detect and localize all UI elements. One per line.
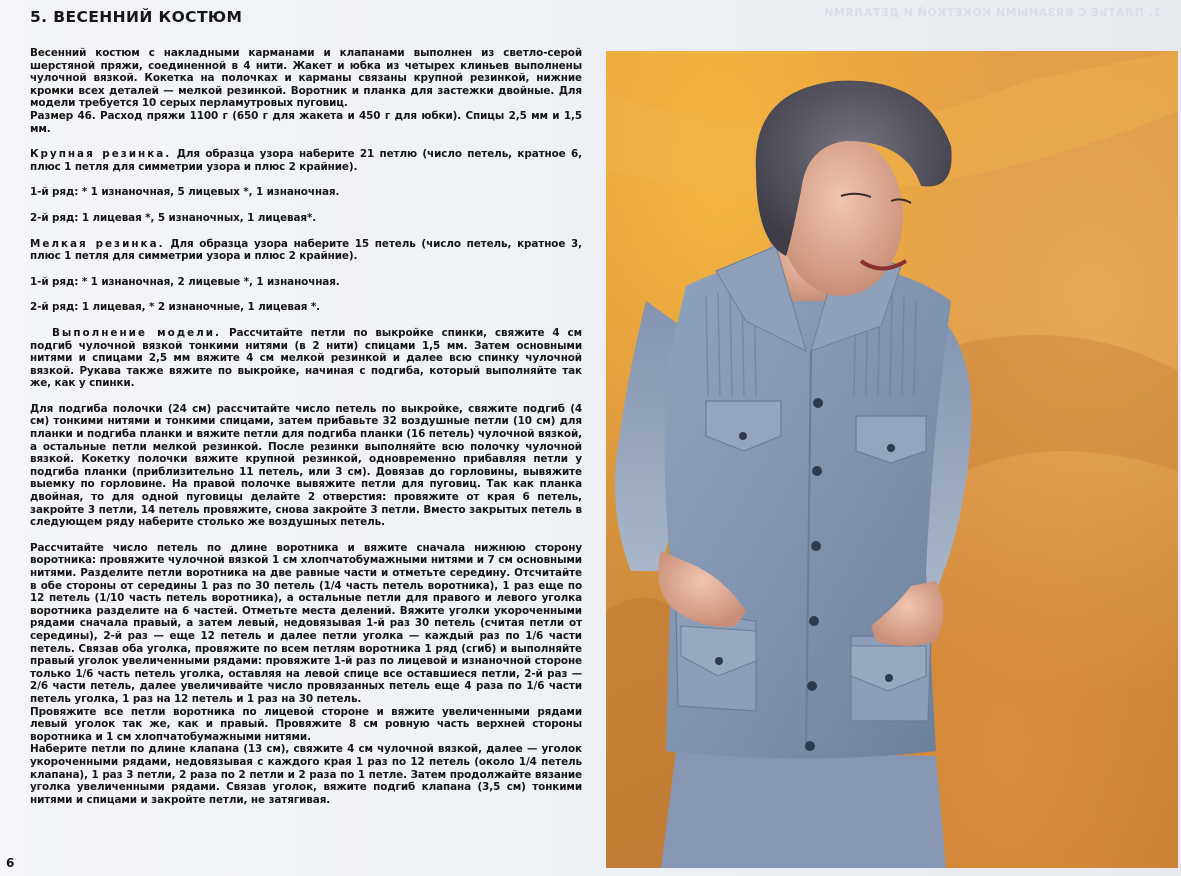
large-rib-term: Крупная резинка. bbox=[30, 148, 172, 161]
collar-paragraph-1: Рассчитайте число петель по длине воротника и вяжите сначала нижнюю сторону воротника: провяжите чулочной вязкой 1 см хлопчатобумажными нитями и 7 см основными нитями. Разделите петли воротника на две равные части и отметьте середину. Отсчитайте в обе стороны от середины 1 раз по 30 петель (1/4 часть петель воротника), 1 раз еще по 12 петель (1/10 часть петель воротника), а остальные петли для правого и левого уголка воротника разделите на 6 частей. Отметьте места делений. Вяжите уголки укороченными рядами сначала правый, а затем левый, недовязывая 1-й раз 30 петель (считая петли от середины), 2-й раз — еще 12 петель и далее петли уголка — каждый раз по 1/6 части петель. Связав оба уголка, провяжите по всем петлям воротника 1 ряд (сгиб) и выполняйте правый уголок увеличенными рядами: провяжите 1-й раз по лицевой и изнаночной стороне только 1/6 часть петель уголка, оставляя на левой спице все оставшиеся петли, 2-й раз — 2/6 части петель, далее увеличивайте число провязанных петель еще 4 раза по 1/6 части петель уголка, 1 раз на 12 петель и 1 раз на 30 петель. bbox=[30, 541, 582, 705]
bleed-through-text: 1. ПЛАТЬЕ С ВЯЗАНЫМИ КОКЕТКОЙ И ДЕТАЛЯМИ bbox=[823, 6, 1161, 19]
article-text-column bbox=[30, 8, 582, 868]
small-rib-row1: 1-й ряд: * 1 изнаночная, 2 лицевые *, 1 изнаночная. bbox=[30, 275, 340, 288]
small-rib-row2: 2-й ряд: 1 лицевая, * 2 изнаночные, 1 лицевая *. bbox=[30, 301, 321, 314]
front-paragraph: Для подгиба полочки (24 см) рассчитайте число петель по выкройке, свяжите подгиб (4 см) тонкими нитями и тонкими спицами, затем прибавьте 32 воздушные петли (10 см) для планки и подгиба планки и вяжите петли для подгиба планки (16 петель) чулочной вязкой, а остальные петли мелкой резинкой. После резинки выполняйте всю полочку чулочной вязкой. Кокетку полочки вяжите крупной резинкой, одновременно прибавляя петли у подгиба планки (приблизительно 11 петель, или 3 см). Довязав до горловины, вывяжите выемку по горловине. На правой полочке вывяжите петли для пуговиц. Так как планка двойная, то для одной пуговицы делайте 2 отверстия: провяжите от края 6 петель, закройте 3 петли, 14 петель провяжите, снова закройте 3 петли. Вместо закрытых петель в следующем ряду наберите столько же воздушных петель. bbox=[30, 402, 582, 529]
model-photo bbox=[606, 51, 1178, 868]
woman-in-suit-illustration bbox=[606, 51, 1178, 868]
large-rib-desc: Для образца узора наберите 21 петлю (число петель, кратное 6, плюс 1 петля для симметрии узора и плюс 2 крайние). bbox=[30, 148, 583, 173]
small-rib-paragraph bbox=[30, 238, 582, 263]
large-rib-row2: 2-й ряд: 1 лицевая *, 5 изнаночных, 1 лицевая*. bbox=[30, 211, 317, 224]
page-number: 6 bbox=[6, 856, 15, 870]
flap-paragraph: Наберите петли по длине клапана (13 см), свяжите 4 см чулочной вязкой, далее — уголок укороченными рядами, недовязывая с каждого края 1 раз по 12 петель (около 1/4 петель клапана), 1 раз 3 петли, 2 раза по 2 петли и 2 раза по 1 петле. Затем продолжайте вязание уголка увеличенными рядами. Связав уголок, вяжите подгиб клапана (3,5 см) тонкими нитями и спицами и закройте петли, не затягивая. bbox=[30, 743, 582, 806]
small-rib-desc: Для образца узора наберите 15 петель (число петель, кратное 3, плюс 1 петля для симметрии узора и плюс 2 крайние). bbox=[30, 237, 582, 263]
article-title: 5. ВЕСЕННИЙ КОСТЮМ bbox=[30, 8, 243, 26]
intro-paragraph: Весенний костюм с накладными карманами и клапанами выполнен из светло-серой шерстяной пряжи, соединенной в 4 нити. Жакет и юбка из четырех клиньев выполнены чулочной вязкой. Кокетка на полочках и карманы связаны крупной резинкой, нижние кромки всех деталей — мелкой резинкой. Воротник и планка для застежки двойные. Для модели требуется 10 серых перламутровых пуговиц. bbox=[30, 47, 582, 110]
size-paragraph: Размер 46. Расход пряжи 1100 г (650 г для жакета и 450 г для юбки). Спицы 2,5 мм и 1,5 мм. bbox=[30, 109, 582, 135]
collar-paragraph-2: Провяжите все петли воротника по лицевой стороне и вяжите увеличенными рядами левый уголок так же, как и правый. Провяжите 8 см ровную часть верхней стороны воротника и 1 см хлопчатобумажными нитями. bbox=[30, 705, 582, 743]
skirt bbox=[661, 751, 946, 868]
model-desc: Рассчитайте петли по выкройке спинки, свяжите 4 см подгиб чулочной вязкой тонкими нитями (в 2 нити) спицами 1,5 мм. Затем основными нитями и спицами 2,5 мм вяжите 4 см мелкой резинкой и далее всю спинку чулочной вязкой. Рукава также вяжите по выкройке, начиная с подгиба, который выполняйте так же, как у спинки. bbox=[30, 326, 582, 390]
large-rib-row1: 1-й ряд: * 1 изнаночная, 5 лицевых *, 1 изнаночная. bbox=[30, 186, 340, 199]
small-rib-term: Мелкая резинка. bbox=[30, 237, 165, 250]
model-paragraph bbox=[30, 327, 582, 390]
large-rib-paragraph bbox=[30, 148, 582, 173]
model-term: Выполнение модели. bbox=[52, 326, 221, 339]
